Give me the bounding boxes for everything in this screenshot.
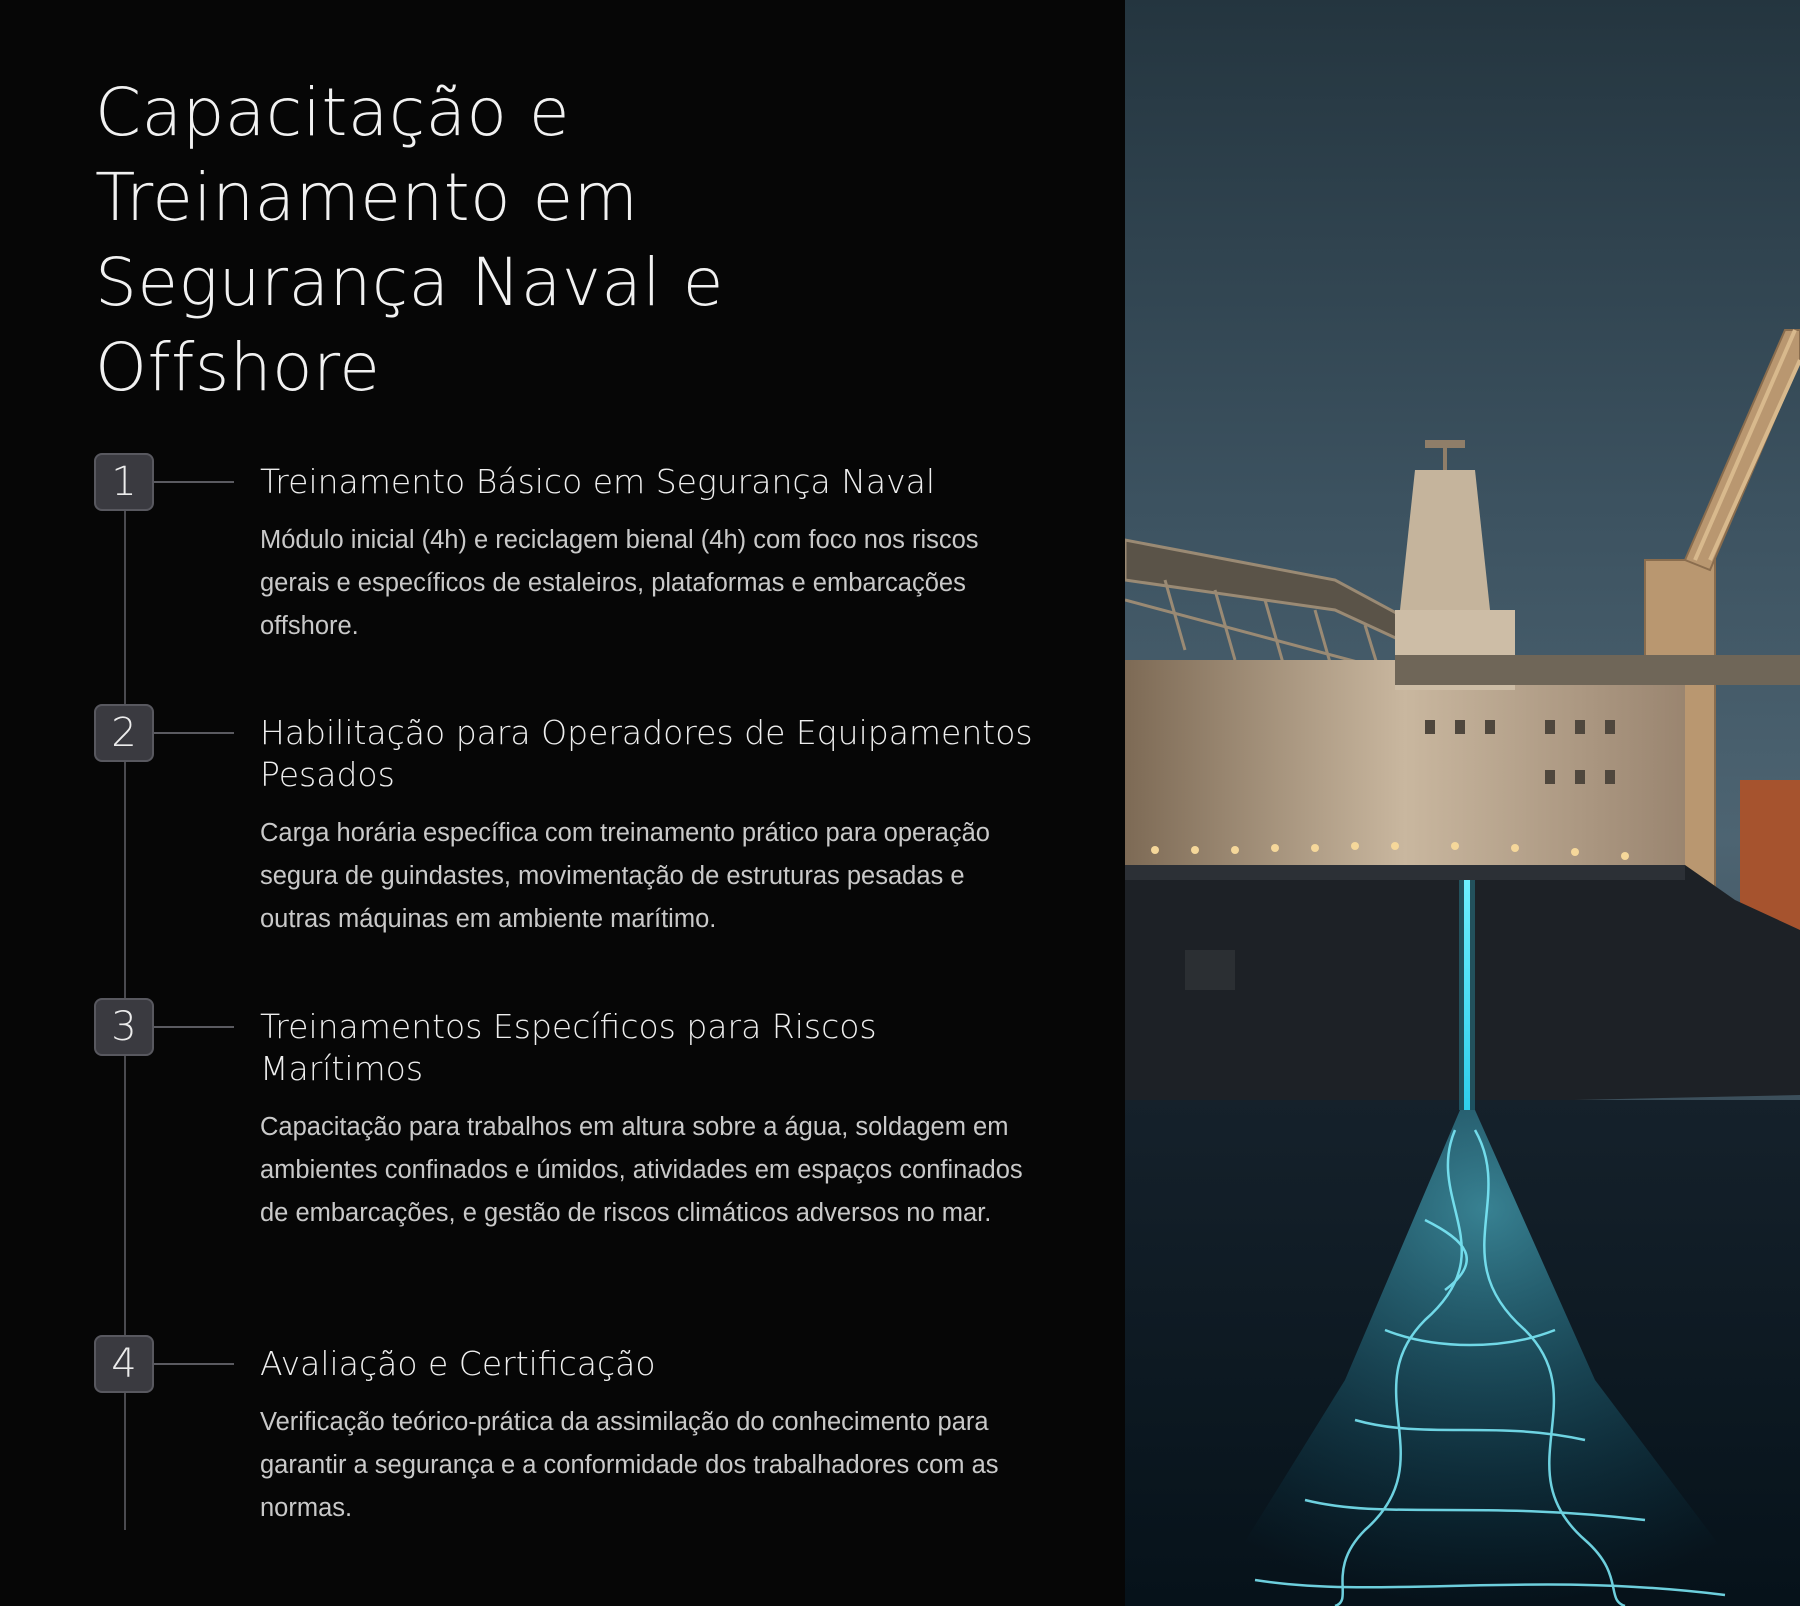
step-connector — [154, 1026, 234, 1028]
step-number-badge: 3 — [94, 998, 154, 1056]
step-description: Capacitação para trabalhos em altura sobre a água, soldagem em ambientes confinados e úmidos, atividades em espaços confinados de embarcações, e gestão de riscos climáticos adversos no mar. — [260, 1113, 1023, 1227]
step-number-badge: 1 — [94, 453, 154, 511]
step-number-badge: 2 — [94, 704, 154, 762]
step-title: Avaliação e Certificação — [260, 1344, 656, 1383]
step-connector — [154, 481, 234, 483]
offshore-vessel-image — [1125, 0, 1800, 1606]
step-description: Verificação teórico-prática da assimilação do conhecimento para garantir a segurança e a conformidade dos trabalhadores com as normas. — [260, 1408, 999, 1522]
step-connector — [154, 1363, 234, 1365]
step-description: Módulo inicial (4h) e reciclagem bienal (4h) com foco nos riscos gerais e específicos de estaleiros, plataformas e embarcações offshore. — [260, 526, 979, 640]
step-title: Habilitação para Operadores de Equipamentos Pesados — [260, 713, 1033, 794]
step-title: Treinamentos Específicos para Riscos Marítimos — [260, 1007, 877, 1088]
step-title: Treinamento Básico em Segurança Naval — [260, 462, 936, 501]
step-description: Carga horária específica com treinamento prático para operação segura de guindastes, movimentação de estruturas pesadas e outras máquinas em ambiente marítimo. — [260, 819, 990, 933]
step-number-badge: 4 — [94, 1335, 154, 1393]
page-title: Capacitação e Treinamento em Segurança Naval e Offshore — [95, 74, 724, 406]
step-connector — [154, 732, 234, 734]
